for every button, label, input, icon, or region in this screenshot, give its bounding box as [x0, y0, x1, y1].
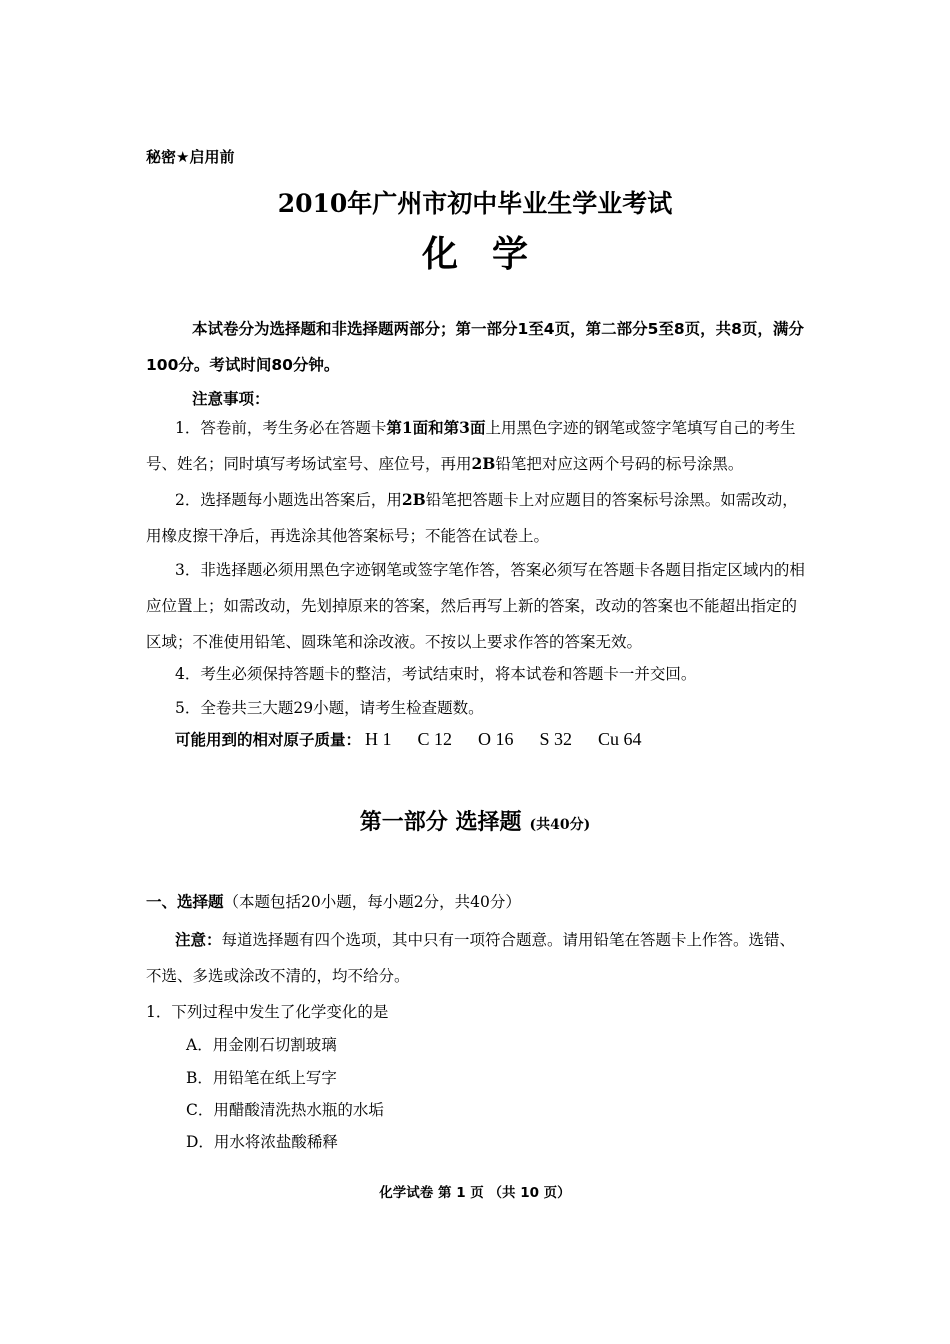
notice-item-2: [146, 482, 808, 554]
notice-item-5: 5．全卷共三大题29小题，请考生检查题数。: [175, 699, 484, 717]
notice-item-1-pencil: 2B: [471, 454, 496, 473]
section-note-text: 每道选择题有四个选项，其中只有一项符合题意。请用铅笔在答题卡上作答。选错、不选、多选或涂改不清的，均不给分。: [146, 931, 796, 985]
notice-item-2-pencil: 2B: [401, 490, 426, 509]
notice-item-2-text: 2．选择题每小题选出答案后，用: [175, 491, 402, 509]
atomic-mass-cu: Cu 64: [598, 729, 642, 749]
notice-item-1-emphasis: 第1面和第3面: [386, 418, 486, 437]
notice-item-1-text-end: 铅笔把对应这两个号码的标号涂黑。: [495, 455, 744, 473]
section-one-detail: （本题包括20小题，每小题2分，共40分）: [223, 893, 521, 911]
section-one-note: [146, 922, 808, 994]
notice-item-1-text: 1．答卷前，考生务必在答题卡: [175, 419, 387, 437]
part-one-heading: 第一部分 选择题: [359, 809, 522, 835]
notice-item-1: [146, 410, 808, 482]
part-one-score: (共40分): [529, 817, 591, 833]
subject-title: 化学: [421, 233, 562, 275]
notice-item-4: 4．考生必须保持答题卡的整洁，考试结束时，将本试卷和答题卡一并交回。: [175, 665, 697, 683]
atomic-mass-row: [175, 728, 642, 750]
question-1-stem: 1．下列过程中发生了化学变化的是: [146, 1003, 389, 1021]
confidential-label: 秘密★启用前: [146, 148, 235, 166]
atomic-mass-label: 可能用到的相对原子质量：: [175, 731, 362, 749]
notice-item-2-text-cont: 铅笔把答题卡上对应题目的答案标号涂黑。如需改动，用橡皮擦干净后，再选涂其他答案标号；不能答在试卷上。: [146, 491, 798, 545]
section-note-label: 注意：: [175, 931, 222, 949]
atomic-mass-o: O 16: [478, 729, 514, 749]
atomic-mass-h: H 1: [365, 729, 392, 749]
notice-heading: 注意事项：: [192, 390, 270, 408]
notice-item-1-text-cont: 上用黑色字迹的钢笔或签字笔填写自己的考生号、姓名；同时填写考场试室号、座位号，再用: [146, 419, 796, 473]
exam-title: 2010年广州市初中毕业生学业考试: [277, 189, 673, 218]
notice-item-3: 3．非选择题必须用黑色字迹钢笔或签字笔作答，答案必须写在答题卡各题目指定区域内的相应位置上；如需改动，先划掉原来的答案，然后再写上新的答案，改动的答案也不能超出指定的区域；不准使用铅笔、圆珠笔和涂改液。不按以上要求作答的答案无效。: [146, 561, 805, 651]
part-one-title: [0, 805, 950, 836]
question-1-option-a: A．用金刚石切割玻璃: [186, 1036, 337, 1054]
section-one-label: 一、选择题: [146, 893, 224, 911]
question-1-option-d: D．用水将浓盐酸稀释: [186, 1133, 338, 1151]
page-footer: 化学试卷 第 1 页 （共 10 页）: [379, 1185, 571, 1201]
question-1-option-c: C．用醋酸清洗热水瓶的水垢: [186, 1101, 384, 1119]
atomic-mass-s: S 32: [539, 729, 573, 749]
intro-paragraph: 本试卷分为选择题和非选择题两部分；第一部分1至4页，第二部分5至8页，共8页，满分100分。考试时间80分钟。: [146, 320, 804, 374]
atomic-mass-c: C 12: [417, 729, 453, 749]
question-1-option-b: B．用铅笔在纸上写字: [186, 1069, 337, 1087]
section-one-heading: [146, 890, 521, 912]
